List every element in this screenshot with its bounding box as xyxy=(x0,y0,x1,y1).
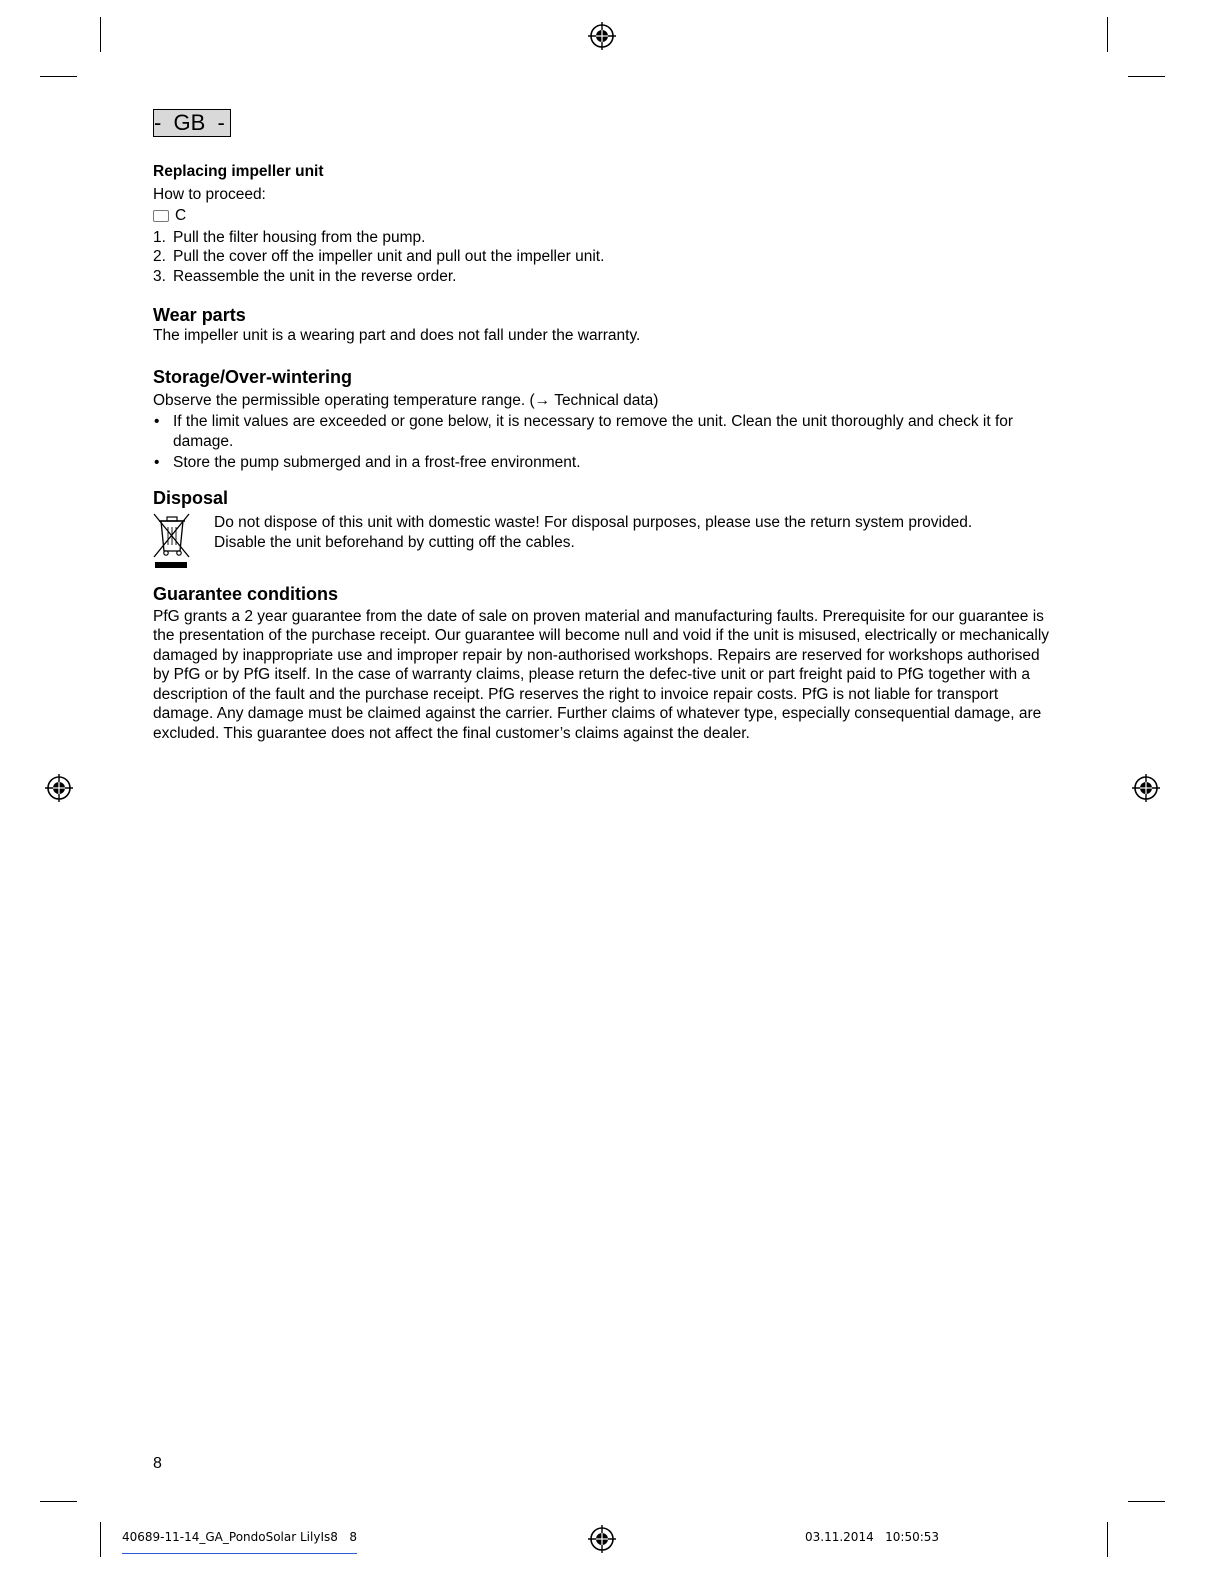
list-item xyxy=(153,267,1053,287)
bullet-list xyxy=(153,412,1053,473)
print-footer-file: 40689-11-14_GA_PondoSolar LilyIs8 8 xyxy=(122,1530,357,1554)
registration-mark-icon xyxy=(587,21,617,51)
step-number: 3. xyxy=(153,267,166,285)
disposal-notice xyxy=(153,513,1053,569)
section-guarantee xyxy=(153,583,1053,744)
page-content xyxy=(153,162,1053,743)
body-text: Disable the unit beforehand by cutting off the cables. xyxy=(214,534,575,551)
body-text: The impeller unit is a wearing part and does not fall under the warranty. xyxy=(153,327,641,344)
crop-mark xyxy=(1128,1501,1165,1502)
registration-mark-icon xyxy=(587,1524,617,1554)
language-tag: - GB - xyxy=(153,109,231,137)
figure-reference-label: C xyxy=(175,207,187,224)
bullet-text: Store the pump submerged and in a frost-free environment. xyxy=(173,454,581,471)
body-text: PfG grants a 2 year guarantee from the date of sale on proven material and manufacturing faults. Prerequisite for our guarantee is the presentation of the purchase receipt. Our guarantee will become null and void if the unit is misused, electrically or mechanically damaged by inappropriate use and improper repair by non-authorised workshops. Repairs are reserved for workshops authorised by PfG or by PfG itself. In the case of warranty claims, please return the defec-tive unit or part freight paid to PfG together with a description of the fault and the purchase receipt. PfG reserves the right to invoice repair costs. PfG is not liable for transport damage. Any damage must be claimed against the carrier. Further claims of whatever type, especially consequential damage, are excluded. This guarantee does not affect the final customer’s claims against the dealer. xyxy=(153,607,1050,742)
section-title: Storage/Over-wintering xyxy=(153,366,353,387)
step-text: Reassemble the unit in the reverse order. xyxy=(173,267,457,285)
figure-reference-icon xyxy=(153,210,169,222)
step-text: Pull the cover off the impeller unit and pull out the impeller unit. xyxy=(173,248,605,265)
step-number: 2. xyxy=(153,248,166,265)
disposal-text xyxy=(214,513,972,569)
intro-text: How to proceed: xyxy=(153,185,266,203)
figure-reference xyxy=(153,206,1053,226)
crop-mark xyxy=(1128,76,1165,77)
bullet-icon: • xyxy=(154,454,160,471)
crop-mark xyxy=(1107,17,1108,52)
list-item xyxy=(153,247,1053,267)
steps-list xyxy=(153,228,1053,287)
section-title: Wear parts xyxy=(153,305,246,325)
crop-mark xyxy=(100,1522,101,1557)
crossed-out-wheelie-bin-icon xyxy=(153,513,195,569)
registration-mark-icon xyxy=(1131,773,1161,803)
list-item xyxy=(153,228,1053,248)
section-storage xyxy=(153,366,1053,473)
list-item xyxy=(153,453,1053,473)
step-number: 1. xyxy=(153,228,166,246)
step-text: Pull the filter housing from the pump. xyxy=(173,228,426,246)
section-replacing-impeller xyxy=(153,162,1053,286)
bullet-icon: • xyxy=(154,413,160,430)
bullet-text: If the limit values are exceeded or gone below, it is necessary to remove the unit. Clean the unit thoroughly and check it for damage. xyxy=(173,413,1014,450)
crop-mark xyxy=(40,1501,77,1502)
crop-mark xyxy=(100,17,101,52)
intro-text: Observe the permissible operating temperature range. (→ Technical data) xyxy=(153,391,659,409)
print-footer-datetime: 03.11.2014 10:50:53 xyxy=(805,1530,940,1544)
page-number: 8 xyxy=(153,1455,162,1472)
list-item xyxy=(153,412,1053,451)
registration-mark-icon xyxy=(44,773,74,803)
crop-mark xyxy=(1107,1522,1108,1557)
crop-mark xyxy=(40,76,77,77)
section-title: Guarantee conditions xyxy=(153,583,339,604)
section-disposal xyxy=(153,487,1053,569)
section-title: Disposal xyxy=(153,487,229,508)
section-title: Replacing impeller unit xyxy=(153,163,324,180)
section-wear-parts xyxy=(153,304,1053,346)
body-text: Do not dispose of this unit with domestic waste! For disposal purposes, please use the return system provided. xyxy=(214,513,973,531)
